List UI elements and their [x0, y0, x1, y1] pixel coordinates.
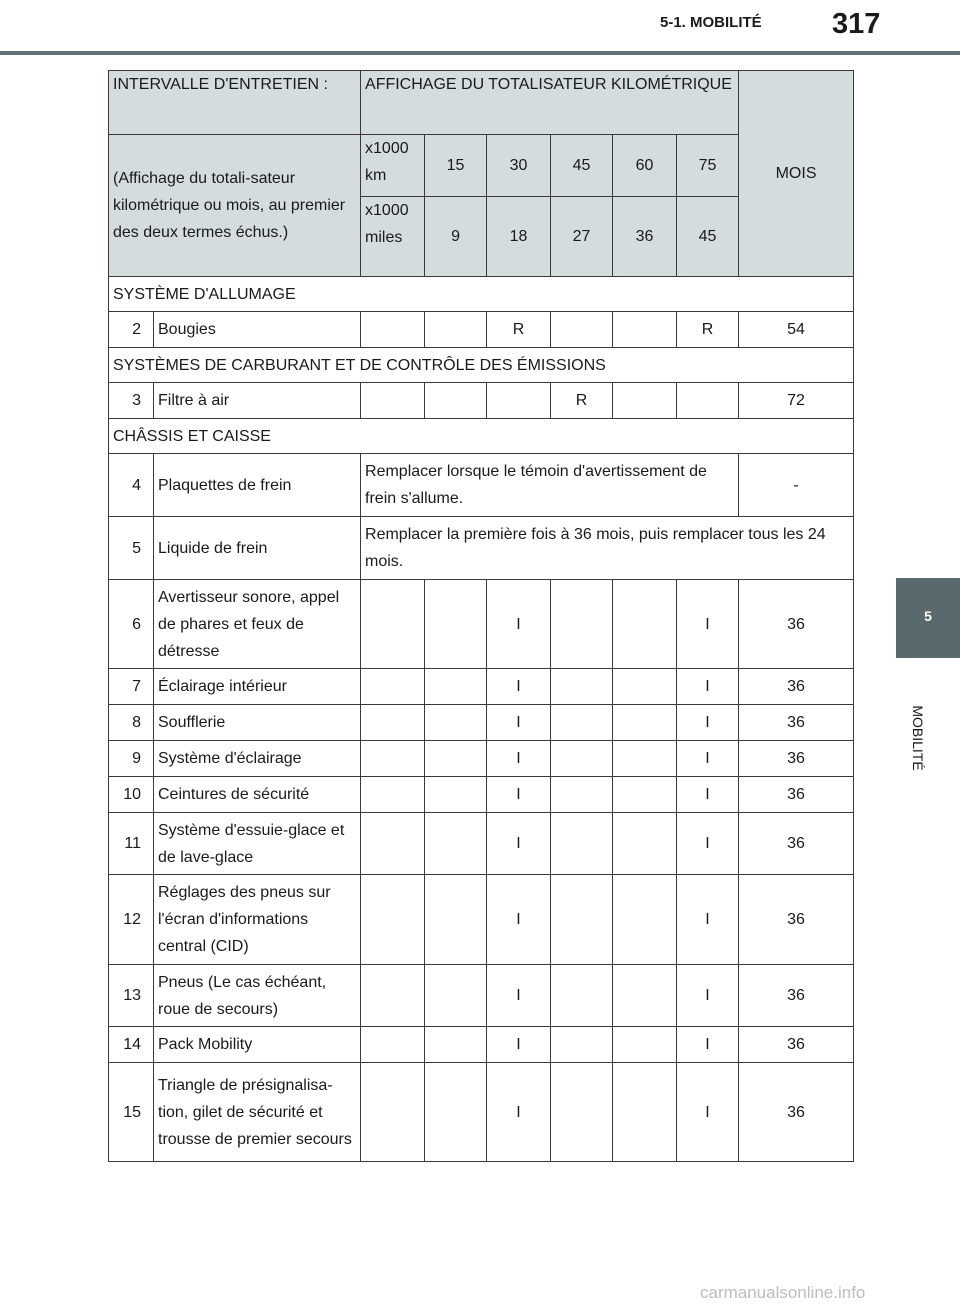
row-cell	[425, 1063, 487, 1162]
row-cell	[551, 777, 613, 813]
row-number: 14	[109, 1027, 154, 1063]
row-cell	[361, 580, 425, 669]
row-cell: I	[677, 777, 739, 813]
row-cell	[551, 705, 613, 741]
row-cell: R	[551, 383, 613, 419]
row-item: Liquide de frein	[154, 517, 361, 580]
row-cell: I	[677, 1063, 739, 1162]
row-cell	[361, 875, 425, 965]
row-number: 9	[109, 741, 154, 777]
row-item: Système d'éclairage	[154, 741, 361, 777]
odometer-label: AFFICHAGE DU TOTALISATEUR KILOMÉTRIQUE	[361, 71, 739, 135]
row-cell: I	[487, 813, 551, 875]
km-value: 75	[677, 135, 739, 197]
row-cell	[613, 741, 677, 777]
row-cell	[613, 669, 677, 705]
row-cell: I	[487, 705, 551, 741]
row-months: 36	[739, 813, 854, 875]
row-cell	[425, 777, 487, 813]
row-item: Triangle de présignalisa-tion, gilet de sécurité et trousse de premier secours	[154, 1063, 361, 1162]
row-cell	[361, 312, 425, 348]
row-number: 13	[109, 965, 154, 1027]
row-cell	[613, 965, 677, 1027]
table-row	[109, 580, 854, 669]
row-months: 72	[739, 383, 854, 419]
miles-unit: x1000 miles	[361, 197, 425, 277]
miles-value: 36	[613, 197, 677, 277]
row-cell	[361, 1027, 425, 1063]
miles-value: 27	[551, 197, 613, 277]
row-cell	[361, 777, 425, 813]
row-cell	[551, 1063, 613, 1162]
row-cell	[361, 1063, 425, 1162]
row-cell: I	[677, 965, 739, 1027]
row-cell: I	[487, 777, 551, 813]
row-cell: I	[487, 1063, 551, 1162]
row-cell	[551, 741, 613, 777]
header-divider	[0, 51, 960, 55]
row-cell: I	[677, 669, 739, 705]
row-number: 2	[109, 312, 154, 348]
row-months: 36	[739, 965, 854, 1027]
table-row	[109, 383, 854, 419]
chapter-tab-number: 5	[924, 608, 932, 624]
table-row	[109, 454, 854, 517]
km-unit: x1000 km	[361, 135, 425, 197]
row-cell	[361, 383, 425, 419]
row-months: 36	[739, 580, 854, 669]
table-row	[109, 1027, 854, 1063]
row-cell: I	[487, 1027, 551, 1063]
km-value: 15	[425, 135, 487, 197]
table-row	[109, 312, 854, 348]
row-cell	[425, 875, 487, 965]
row-cell	[551, 312, 613, 348]
row-number: 7	[109, 669, 154, 705]
table-row	[109, 741, 854, 777]
row-cell: I	[677, 705, 739, 741]
months-label: MOIS	[739, 71, 854, 277]
interval-label: INTERVALLE D'ENTRETIEN :	[109, 71, 361, 135]
km-value: 60	[613, 135, 677, 197]
row-cell: R	[487, 312, 551, 348]
km-value: 45	[551, 135, 613, 197]
row-cell	[425, 965, 487, 1027]
row-cell	[551, 580, 613, 669]
row-number: 6	[109, 580, 154, 669]
row-cell	[425, 669, 487, 705]
row-item: Avertisseur sonore, appel de phares et feux de détresse	[154, 580, 361, 669]
miles-value: 45	[677, 197, 739, 277]
row-cell	[425, 1027, 487, 1063]
row-cell: I	[487, 965, 551, 1027]
row-cell	[613, 813, 677, 875]
section-heading: SYSTÈME D'ALLUMAGE	[109, 277, 854, 312]
row-months: 54	[739, 312, 854, 348]
row-cell	[551, 1027, 613, 1063]
row-months: -	[739, 454, 854, 517]
row-cell	[361, 813, 425, 875]
row-cell	[361, 741, 425, 777]
maintenance-schedule-table	[108, 70, 854, 1162]
row-cell: I	[677, 813, 739, 875]
row-cell: I	[677, 875, 739, 965]
row-cell: I	[487, 741, 551, 777]
row-cell	[425, 383, 487, 419]
row-item: Pack Mobility	[154, 1027, 361, 1063]
row-cell	[613, 580, 677, 669]
row-number: 10	[109, 777, 154, 813]
row-months: 36	[739, 669, 854, 705]
row-number: 11	[109, 813, 154, 875]
row-cell	[613, 1063, 677, 1162]
row-cell	[551, 813, 613, 875]
row-cell: I	[487, 669, 551, 705]
row-cell	[613, 875, 677, 965]
row-months: 36	[739, 705, 854, 741]
row-cell	[613, 312, 677, 348]
section-heading: SYSTÈMES DE CARBURANT ET DE CONTRÔLE DES ÉMISSIONS	[109, 348, 854, 383]
row-cell	[613, 1027, 677, 1063]
row-number: 4	[109, 454, 154, 517]
row-number: 5	[109, 517, 154, 580]
table-row	[109, 705, 854, 741]
row-number: 15	[109, 1063, 154, 1162]
row-item: Éclairage intérieur	[154, 669, 361, 705]
row-months: 36	[739, 1063, 854, 1162]
row-months: 36	[739, 777, 854, 813]
row-item: Réglages des pneus sur l'écran d'informations central (CID)	[154, 875, 361, 965]
row-item: Filtre à air	[154, 383, 361, 419]
row-cell	[361, 705, 425, 741]
interval-note: (Affichage du totali-sateur kilométrique ou mois, au premier des deux termes échus.)	[109, 135, 361, 277]
row-item: Système d'essuie-glace et de lave-glace	[154, 813, 361, 875]
row-cell	[425, 741, 487, 777]
km-value: 30	[487, 135, 551, 197]
row-item: Pneus (Le cas échéant, roue de secours)	[154, 965, 361, 1027]
row-cell	[613, 383, 677, 419]
row-cell: I	[677, 580, 739, 669]
row-number: 3	[109, 383, 154, 419]
row-months: 36	[739, 1027, 854, 1063]
row-cell	[613, 705, 677, 741]
miles-value: 18	[487, 197, 551, 277]
row-cell	[425, 580, 487, 669]
row-cell: I	[487, 580, 551, 669]
footer-watermark: carmanualsonline.info	[700, 1283, 866, 1302]
row-number: 8	[109, 705, 154, 741]
table-row	[109, 813, 854, 875]
row-note: Remplacer la première fois à 36 mois, puis remplacer tous les 24 mois.	[361, 517, 854, 580]
row-item: Soufflerie	[154, 705, 361, 741]
row-cell	[425, 705, 487, 741]
row-cell	[551, 965, 613, 1027]
row-cell	[487, 383, 551, 419]
row-item: Ceintures de sécurité	[154, 777, 361, 813]
table-row	[109, 875, 854, 965]
row-cell	[425, 813, 487, 875]
row-cell: I	[487, 875, 551, 965]
row-cell	[425, 312, 487, 348]
row-cell: I	[677, 1027, 739, 1063]
row-cell: R	[677, 312, 739, 348]
row-cell	[361, 965, 425, 1027]
section-heading: CHÂSSIS ET CAISSE	[109, 419, 854, 454]
row-cell	[361, 669, 425, 705]
table-row	[109, 517, 854, 580]
row-cell	[551, 669, 613, 705]
chapter-tab-label	[898, 705, 938, 771]
row-item: Bougies	[154, 312, 361, 348]
table-row	[109, 1063, 854, 1162]
table-row	[109, 669, 854, 705]
row-cell: I	[677, 741, 739, 777]
header-row	[109, 71, 854, 135]
row-number: 12	[109, 875, 154, 965]
row-cell	[677, 383, 739, 419]
table-row	[109, 777, 854, 813]
section-title: 5-1. MOBILITÉ	[660, 14, 762, 31]
row-months: 36	[739, 741, 854, 777]
page-number: 317	[832, 8, 881, 40]
row-cell	[613, 777, 677, 813]
row-cell	[551, 875, 613, 965]
chapter-tab-label-text: MOBILITÉ	[910, 705, 926, 771]
miles-value: 9	[425, 197, 487, 277]
table-row	[109, 965, 854, 1027]
row-months: 36	[739, 875, 854, 965]
row-item: Plaquettes de frein	[154, 454, 361, 517]
row-note: Remplacer lorsque le témoin d'avertissement de frein s'allume.	[361, 454, 739, 517]
